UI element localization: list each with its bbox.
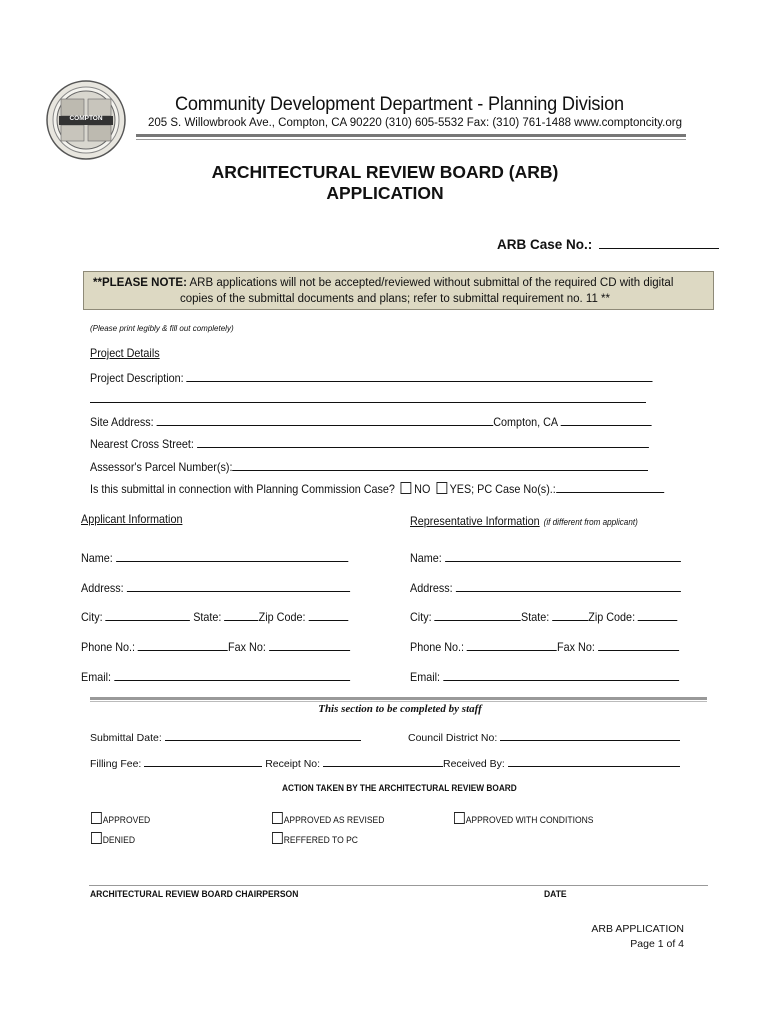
applicant-address-row (81, 579, 350, 595)
approved-revised-checkbox[interactable] (272, 812, 283, 824)
filling-fee-field[interactable] (144, 756, 262, 767)
staff-section-title: This section to be completed by staff (318, 703, 482, 715)
representative-fax-field[interactable] (598, 638, 679, 651)
representative-address-label: Address: (410, 581, 453, 595)
council-district-field[interactable] (500, 730, 680, 741)
department-address: 205 S. Willowbrook Ave., Compton, CA 90220 (310) 605-5532 Fax: (310) 761-1488 www.comptoncity.org (148, 117, 682, 129)
approved-conditions-checkbox[interactable] (454, 812, 465, 824)
note-line2: copies of the submittal documents and plans; refer to submittal requirement no. 11 ** (180, 293, 610, 305)
council-district-label: Council District No: (408, 732, 498, 744)
applicant-heading: Applicant Information (81, 512, 183, 526)
council-district-row (408, 730, 680, 744)
option-referred (272, 832, 358, 846)
arb-case-no (497, 236, 719, 252)
form-title-line2: APPLICATION (326, 183, 444, 203)
approved-checkbox[interactable] (91, 812, 102, 824)
representative-heading: Representative Information (410, 514, 540, 528)
header-rule (136, 134, 686, 137)
representative-city-label: City: (410, 610, 432, 624)
applicant-email-label: Email: (81, 670, 112, 684)
representative-address-row (410, 579, 681, 595)
representative-phone-row (410, 638, 679, 654)
cross-street-label: Nearest Cross Street: (90, 437, 194, 451)
applicant-email-field[interactable] (114, 668, 350, 681)
submittal-note (83, 271, 714, 310)
representative-phone-field[interactable] (467, 638, 557, 651)
site-address-label: Site Address: (90, 415, 154, 429)
site-address-zip-field[interactable] (561, 413, 652, 426)
staff-section-rule-thin (90, 701, 707, 702)
staff-section-rule (90, 697, 707, 700)
submittal-date-field[interactable] (165, 730, 361, 741)
date-label: DATE (544, 889, 567, 900)
representative-name-label: Name: (410, 551, 442, 565)
note-line1: ARB applications will not be accepted/reviewed without submittal of the required CD with digital (186, 277, 674, 289)
parcel-row (90, 458, 648, 474)
applicant-zip-field[interactable] (308, 608, 348, 621)
pc-no-label: NO (414, 482, 431, 496)
applicant-zip-label: Zip Code: (258, 610, 306, 624)
representative-name-field[interactable] (445, 549, 681, 562)
applicant-email-row (81, 668, 350, 684)
option-denied (91, 832, 135, 846)
received-by-field[interactable] (508, 756, 680, 767)
approved-label: APPROVED (102, 815, 151, 826)
project-details-heading: Project Details (90, 346, 160, 360)
option-approved (91, 812, 150, 826)
applicant-phone-row (81, 638, 350, 654)
cross-street-field[interactable] (197, 435, 649, 448)
pc-yes-checkbox[interactable] (436, 482, 447, 494)
footer-form-name: ARB APPLICATION (591, 923, 684, 935)
project-description-row (90, 369, 653, 385)
applicant-name-label: Name: (81, 551, 113, 565)
representative-heading-row (410, 512, 638, 530)
receipt-label: Receipt No: (265, 758, 321, 770)
representative-address-field[interactable] (456, 579, 681, 592)
representative-state-label: State: (521, 610, 550, 624)
applicant-name-row (81, 549, 348, 565)
denied-label: DENIED (102, 835, 136, 846)
site-address-city: Compton, CA (493, 415, 558, 429)
pc-case-no-field[interactable] (556, 480, 664, 493)
applicant-city-row (81, 608, 348, 624)
seal-text: COMPTON (69, 115, 103, 122)
referred-label: REFFERED TO PC (283, 835, 358, 846)
applicant-fax-label: Fax No: (228, 640, 266, 654)
received-by-label: Received By: (442, 758, 505, 770)
applicant-state-field[interactable] (224, 608, 258, 621)
applicant-phone-field[interactable] (138, 638, 228, 651)
applicant-address-field[interactable] (127, 579, 350, 592)
signature-line[interactable] (89, 885, 708, 886)
arb-case-no-label: ARB Case No.: (497, 237, 593, 252)
action-title: ACTION TAKEN BY THE ARCHITECTURAL REVIEW BOARD (282, 783, 517, 793)
applicant-address-label: Address: (81, 581, 124, 595)
chairperson-label: ARCHITECTURAL REVIEW BOARD CHAIRPERSON (90, 889, 299, 900)
submittal-date-row (90, 730, 361, 744)
site-address-row (90, 413, 651, 429)
pc-case-row (90, 480, 664, 496)
form-title (0, 162, 770, 204)
applicant-city-field[interactable] (106, 608, 191, 621)
applicant-state-label: State: (193, 610, 222, 624)
applicant-name-field[interactable] (116, 549, 348, 562)
arb-case-no-field[interactable] (599, 236, 719, 249)
filling-fee-label: Filling Fee: (90, 758, 142, 770)
parcel-field[interactable] (232, 458, 648, 471)
representative-state-field[interactable] (552, 608, 588, 621)
representative-heading-note: (if different from applicant) (543, 517, 638, 527)
pc-yes-label: YES; PC Case No(s).: (449, 482, 556, 496)
representative-city-field[interactable] (435, 608, 521, 621)
approved-conditions-label: APPROVED WITH CONDITIONS (465, 815, 594, 826)
header-rule-thin (136, 139, 686, 140)
form-title-line1: ARCHITECTURAL REVIEW BOARD (ARB) (211, 162, 559, 182)
applicant-phone-label: Phone No.: (81, 640, 136, 654)
fee-row (90, 756, 680, 770)
representative-email-row (410, 668, 679, 684)
referred-checkbox[interactable] (272, 832, 283, 844)
submittal-date-label: Submittal Date: (90, 732, 162, 744)
footer-page-number: Page 1 of 4 (630, 938, 684, 950)
representative-zip-field[interactable] (638, 608, 678, 621)
representative-email-field[interactable] (443, 668, 679, 681)
note-prefix: **PLEASE NOTE: (93, 277, 187, 289)
option-approved-conditions (454, 812, 593, 826)
project-description-field[interactable] (187, 369, 653, 382)
option-approved-revised (272, 812, 384, 826)
representative-email-label: Email: (410, 670, 441, 684)
applicant-city-label: City: (81, 610, 103, 624)
approved-revised-label: APPROVED AS REVISED (283, 815, 385, 826)
site-address-field[interactable] (157, 413, 494, 426)
cross-street-row (90, 435, 649, 451)
receipt-field[interactable] (323, 756, 443, 767)
department-title: Community Development Department - Planning Division (175, 93, 624, 115)
pc-question: Is this submittal in connection with Planning Commission Case? (90, 482, 395, 496)
representative-phone-label: Phone No.: (410, 640, 465, 654)
applicant-fax-field[interactable] (269, 638, 350, 651)
denied-checkbox[interactable] (91, 832, 102, 844)
project-description-label: Project Description: (90, 371, 184, 385)
pc-no-checkbox[interactable] (401, 482, 412, 494)
project-description-field-line2[interactable] (90, 402, 646, 403)
representative-zip-label: Zip Code: (588, 610, 636, 624)
representative-name-row (410, 549, 681, 565)
representative-fax-label: Fax No: (557, 640, 595, 654)
parcel-label: Assessor's Parcel Number(s): (90, 460, 233, 474)
representative-city-row (410, 608, 678, 624)
print-note: (Please print legibly & fill out completely) (90, 324, 234, 333)
